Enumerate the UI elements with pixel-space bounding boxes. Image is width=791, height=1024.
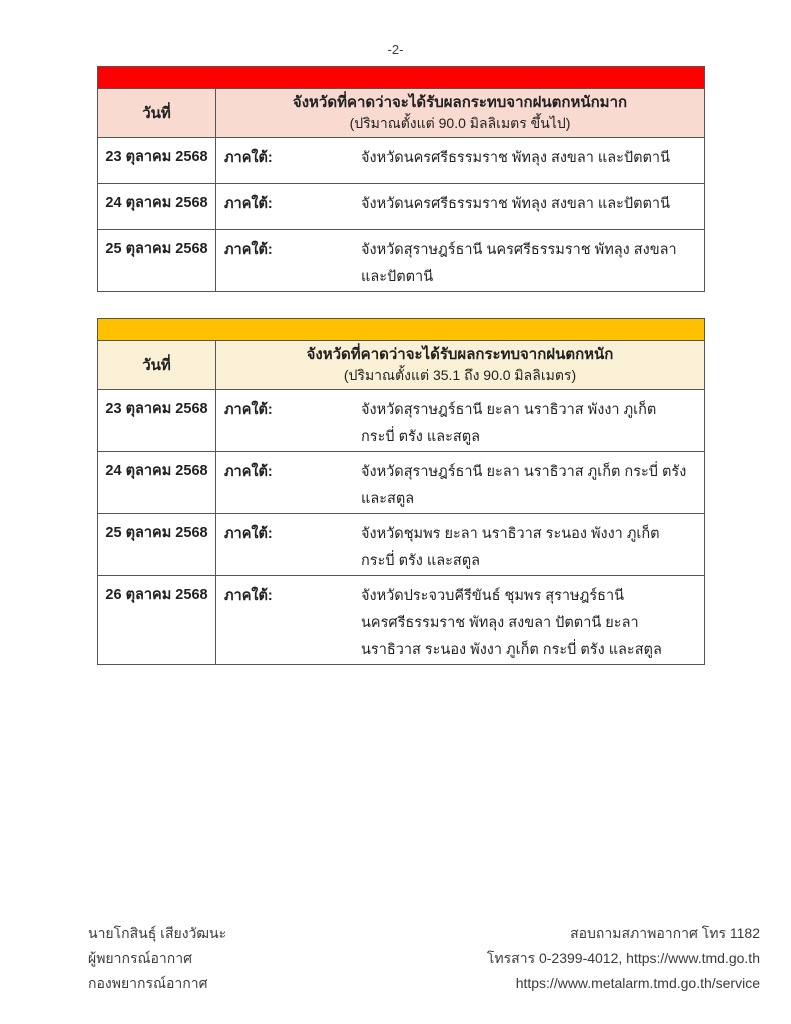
region-label: ภาคใต้: (224, 242, 273, 258)
date-cell: 25 ตุลาคม 2568 (98, 230, 216, 292)
provinces-header-subtitle: (ปริมาณตั้งแต่ 90.0 มิลลิเมตร ขึ้นไป) (349, 115, 571, 131)
forecaster-title: ผู้พยากรณ์อากาศ (88, 950, 192, 966)
table-row (98, 452, 705, 514)
date-cell: 25 ตุลาคม 2568 (98, 514, 216, 576)
province-list: จังหวัดนครศรีธรรมราช พัทลุง สงขลา และปัตตานี (361, 150, 670, 166)
region-label: ภาคใต้: (224, 402, 273, 418)
table-row (98, 138, 705, 184)
region-label: ภาคใต้: (224, 464, 273, 480)
province-list: จังหวัดสุราษฎร์ธานี ยะลา นราธิวาส ภูเก็ต กระบี่ ตรัง และสตูล (361, 464, 687, 507)
region-label: ภาคใต้: (224, 588, 273, 604)
forecaster-name: นายโกสินธุ์ เสียงวัฒนะ (88, 925, 227, 941)
province-list: จังหวัดประจวบคีรีขันธ์ ชุมพร สุราษฎร์ธานี นครศรีธรรมราช พัทลุง สงขลา ปัตตานี ยะลา นราธิวาส ระนอง พังงา ภูเก็ต กระบี่ ตรัง และสตูล (361, 588, 662, 658)
table-row (98, 390, 705, 452)
page-footer (88, 921, 760, 996)
region-label: ภาคใต้: (224, 526, 273, 542)
provinces-column-header (216, 89, 705, 138)
provinces-header-subtitle: (ปริมาณตั้งแต่ 35.1 ถึง 90.0 มิลลิเมตร) (343, 367, 577, 383)
province-list: จังหวัดชุมพร ยะลา นราธิวาส ระนอง พังงา ภูเก็ต กระบี่ ตรัง และสตูล (361, 526, 660, 569)
date-cell: 23 ตุลาคม 2568 (98, 390, 216, 452)
forecaster-division: กองพยากรณ์อากาศ (88, 975, 208, 991)
date-cell: 24 ตุลาคม 2568 (98, 184, 216, 230)
header-row (98, 341, 705, 390)
alert-service-url: https://www.metalarm.tmd.go.th/service (515, 975, 760, 991)
region-label: ภาคใต้: (224, 150, 273, 166)
impact-cell (216, 452, 705, 514)
heavy-rain-table (97, 318, 705, 665)
very-heavy-rain-section (97, 66, 705, 292)
color-bar-row (98, 67, 705, 89)
gold-bar (98, 319, 705, 341)
weather-inquiry-phone: สอบถามสภาพอากาศ โทร 1182 (570, 925, 760, 941)
province-list: จังหวัดสุราษฎร์ธานี นครศรีธรรมราช พัทลุง สงขลา และปัตตานี (361, 242, 677, 285)
header-row (98, 89, 705, 138)
heavy-rain-section (97, 318, 705, 665)
impact-cell (216, 576, 705, 665)
impact-cell (216, 390, 705, 452)
date-column-header: วันที่ (98, 89, 216, 138)
page-number: -2- (387, 42, 404, 57)
impact-cell (216, 184, 705, 230)
contact-block (487, 921, 760, 996)
date-cell: 24 ตุลาคม 2568 (98, 452, 216, 514)
very-heavy-rain-table (97, 66, 705, 292)
province-list: จังหวัดสุราษฎร์ธานี ยะลา นราธิวาส พังงา ภูเก็ต กระบี่ ตรัง และสตูล (361, 402, 657, 445)
date-cell: 26 ตุลาคม 2568 (98, 576, 216, 665)
red-bar (98, 67, 705, 89)
date-column-header: วันที่ (98, 341, 216, 390)
region-label: ภาคใต้: (224, 196, 273, 212)
impact-cell (216, 230, 705, 292)
provinces-column-header (216, 341, 705, 390)
date-cell: 23 ตุลาคม 2568 (98, 138, 216, 184)
table-row (98, 184, 705, 230)
table-row (98, 514, 705, 576)
impact-cell (216, 514, 705, 576)
province-list: จังหวัดนครศรีธรรมราช พัทลุง สงขลา และปัตตานี (361, 196, 670, 212)
forecaster-block (88, 921, 226, 996)
table-row (98, 576, 705, 665)
table-row (98, 230, 705, 292)
impact-cell (216, 138, 705, 184)
provinces-header-title: จังหวัดที่คาดว่าจะได้รับผลกระทบจากฝนตกหนัก (306, 346, 614, 363)
color-bar-row (98, 319, 705, 341)
fax-and-website: โทรสาร 0-2399-4012, https://www.tmd.go.th (486, 950, 760, 966)
provinces-header-title: จังหวัดที่คาดว่าจะได้รับผลกระทบจากฝนตกหนักมาก (292, 94, 628, 111)
